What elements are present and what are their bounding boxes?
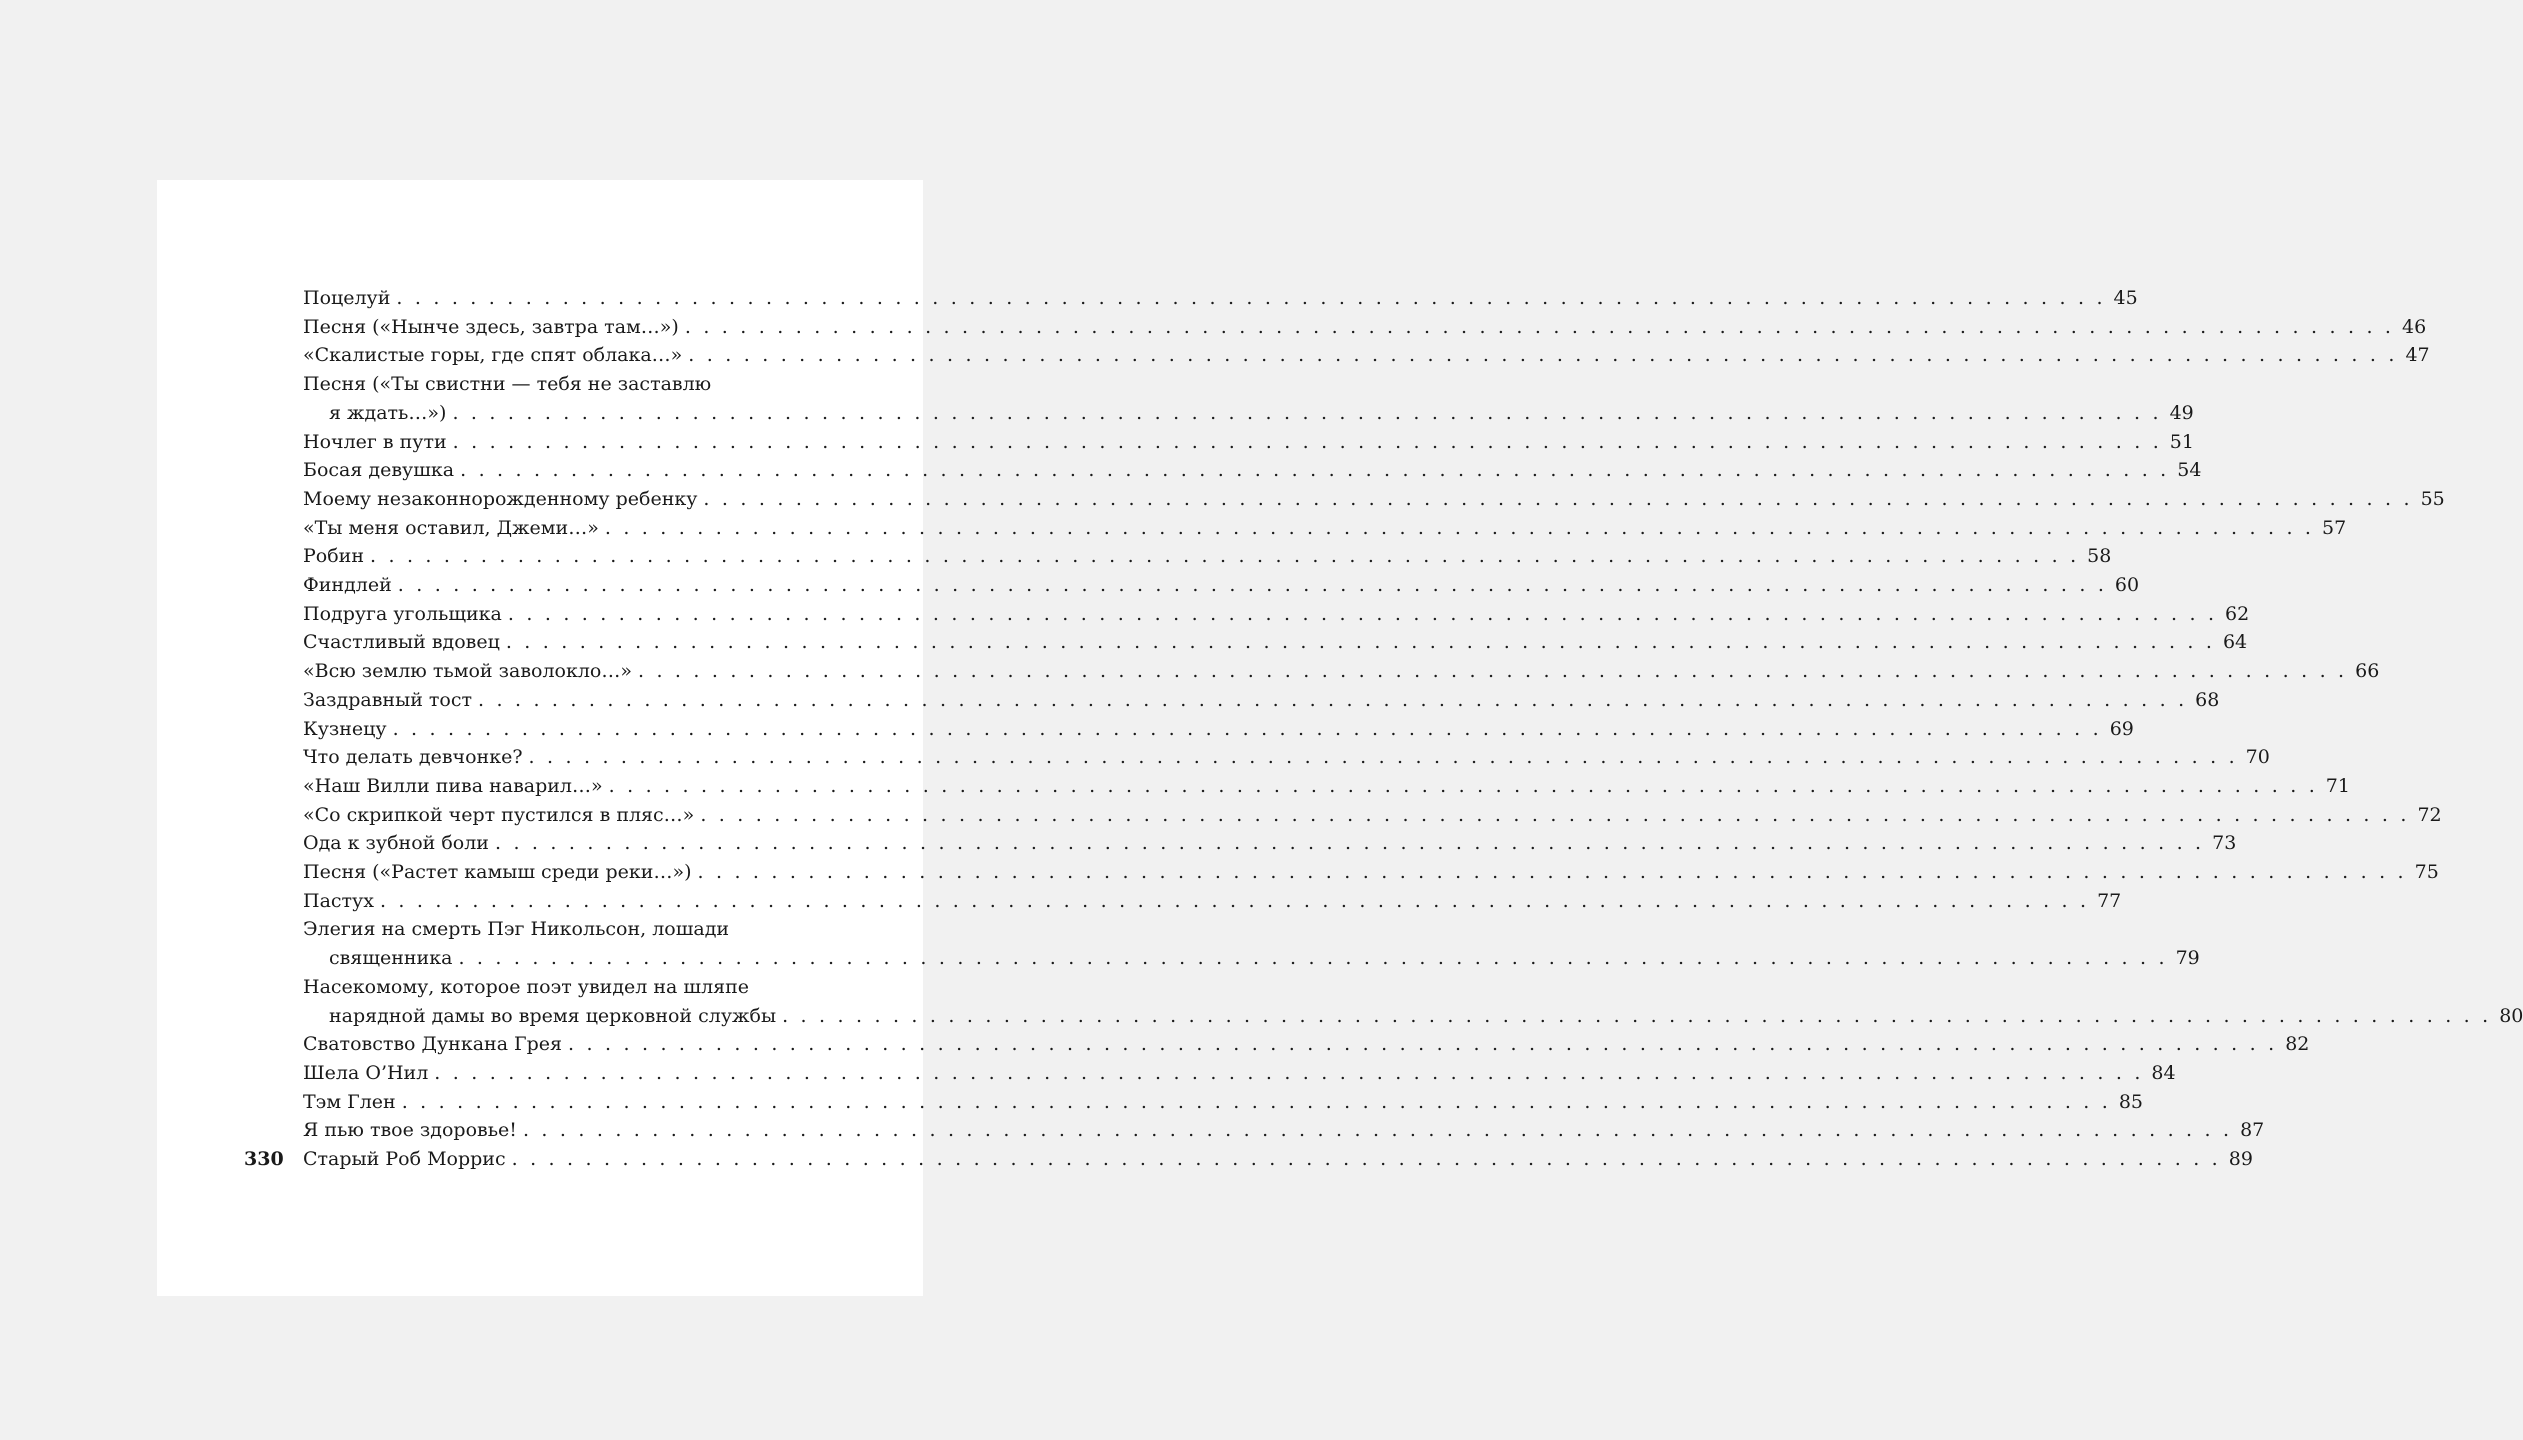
toc-entry-page: 84 (2151, 1061, 2176, 1084)
toc-entry-title-line: Насекомому, которое поэт увидел на шляпе (303, 975, 750, 998)
toc-entry-title: Робин (303, 545, 364, 568)
toc-entry-page: 82 (2285, 1033, 2310, 1056)
toc-entry-page: 73 (2212, 832, 2237, 855)
toc-entry-row (303, 341, 2430, 370)
dot-leader: . . . . . . . . . . . . . . . . . . . . . . . . . . . . . . . . . . . . . . . . . . . . . . . . . . . . . . . . . . . . . . . . . . . . . . . . . . . . . . . . . . . . . . . . . . . . . (370, 545, 2080, 568)
toc-entry-page: 66 (2355, 660, 2380, 683)
toc-entry-page: 51 (2169, 430, 2194, 453)
toc-entry (303, 485, 2445, 514)
table-of-contents (303, 284, 2523, 1174)
toc-entry-title: «Ты меня оставил, Джеми…» (303, 516, 599, 539)
toc-entry-page: 47 (2405, 344, 2430, 367)
dot-leader: . . . . . . . . . . . . . . . . . . . . . . . . . . . . . . . . . . . . . . . . . . . . . . . . . . . . . . . . . . . . . . . . . . . . . . . . . . . . . . . . . . . . . . . . . . . . . (608, 774, 2318, 797)
toc-entry-page: 70 (2245, 746, 2270, 769)
toc-entry (303, 858, 2439, 887)
toc-entry-title: Я пью твое здоровье! (303, 1119, 517, 1142)
dot-leader: . . . . . . . . . . . . . . . . . . . . . . . . . . . . . . . . . . . . . . . . . . . . . . . . . . . . . . . . . . . . . . . . . . . . . . . . . . . . . . . . . . . . . . . . . . . . . (604, 516, 2315, 539)
toc-entry-row (303, 600, 2250, 629)
toc-entry-row (303, 801, 2442, 830)
toc-entry (303, 915, 2200, 972)
toc-entry-page: 45 (2113, 287, 2138, 309)
dot-leader: . . . . . . . . . . . . . . . . . . . . . . . . . . . . . . . . . . . . . . . . . . . . . . . . . . . . . . . . . . . . . . . . . . . . . . . . . . . . . . . . . . . . . . . . . . . . . (452, 401, 2162, 424)
toc-entry-title: Тэм Глен (303, 1090, 396, 1113)
toc-entry-title: Сватовство Дункана Грея (303, 1033, 563, 1056)
toc-entry (303, 686, 2220, 715)
toc-entry-page: 58 (2087, 545, 2112, 568)
toc-entry-title: Моему незаконнорожденному ребенку (303, 487, 698, 510)
toc-entry-title: Песня («Нынче здесь, завтра там…») (303, 315, 679, 338)
toc-entry-row (303, 1059, 2176, 1088)
toc-entry-title: Босая девушка (303, 459, 455, 482)
dot-leader: . . . . . . . . . . . . . . . . . . . . . . . . . . . . . . . . . . . . . . . . . . . . . . . . . . . . . . . . . . . . . . . . . . . . . . . . . . . . . . . . . . . . . . . . . . . . . (460, 459, 2170, 482)
toc-entry-page: 71 (2325, 774, 2350, 797)
toc-entry-row (303, 399, 2194, 428)
dot-leader: . . . . . . . . . . . . . . . . . . . . . . . . . . . . . . . . . . . . . . . . . . . . . . . . . . . . . . . . . . . . . . . . . . . . . . . . . . . . . . . . . . . . . . . . . . . . . (528, 746, 2238, 769)
toc-entry (303, 1059, 2176, 1088)
toc-entry (303, 801, 2442, 830)
toc-entry-title: «Со скрипкой черт пустился в пляс…» (303, 803, 695, 826)
toc-entry-row (303, 887, 2122, 916)
toc-entry-page: 79 (2175, 947, 2200, 970)
dot-leader: . . . . . . . . . . . . . . . . . . . . . . . . . . . . . . . . . . . . . . . . . . . . . . . . . . . . . . . . . . . . . . . . . . . . . . . . . . . . . . . . . . . . . . . . . . . . . (478, 688, 2188, 711)
dot-leader: . . . . . . . . . . . . . . . . . . . . . . . . . . . . . . . . . . . . . . . . . . . . . . . . . . . . . . . . . . . . . . . . . . . . . . . . . . . . . . . . . . . . . . . . . . . . . (684, 315, 2395, 338)
toc-entry-row (303, 628, 2248, 657)
toc-entry-title: Шела О’Нил (303, 1061, 429, 1084)
toc-entry-page: 62 (2225, 602, 2250, 625)
toc-entry-row (303, 542, 2112, 571)
toc-entry-title: Финдлей (303, 574, 392, 597)
toc-entry (303, 715, 2134, 744)
toc-entry-row (303, 829, 2237, 858)
toc-entry-page: 60 (2114, 574, 2140, 597)
toc-entry (303, 657, 2380, 686)
toc-entry-page: 77 (2097, 889, 2122, 912)
toc-entry-row (303, 944, 2200, 973)
toc-entry (303, 1030, 2310, 1059)
toc-entry-row (303, 1088, 2144, 1117)
toc-entry-row (303, 284, 2138, 313)
toc-entry (303, 743, 2270, 772)
dot-leader: . . . . . . . . . . . . . . . . . . . . . . . . . . . . . . . . . . . . . . . . . . . . . . . . . . . . . . . . . . . . . . . . . . . . . . . . . . . . . . . . . . . . . . . . . . . . . (505, 631, 2216, 654)
toc-entry-page: 54 (2177, 459, 2202, 482)
toc-entry-page: 80 (2499, 1004, 2523, 1027)
toc-entry-title: Кузнецу (303, 717, 387, 740)
toc-entry-page: 89 (2228, 1148, 2253, 1171)
dot-leader: . . . . . . . . . . . . . . . . . . . . . . . . . . . . . . . . . . . . . . . . . . . . . . . . . . . . . . . . . . . . . . . . . . . . . . . . . . . . . . . . . . . . . . . . . . . . . (637, 660, 2348, 683)
dot-leader: . . . . . . . . . . . . . . . . . . . . . . . . . . . . . . . . . . . . . . . . . . . . . . . . . . . . . . . . . . . . . . . . . . . . . . . . . . . . . . . . . . . . . . . . . . . . . (511, 1148, 2221, 1171)
dot-leader: . . . . . . . . . . . . . . . . . . . . . . . . . . . . . . . . . . . . . . . . . . . . . . . . . . . . . . . . . . . . . . . . . . . . . . . . . . . . . . . . . . . . . . . . . . . . . (397, 574, 2108, 597)
toc-entry-row (303, 743, 2270, 772)
toc-entry (303, 1145, 2253, 1174)
toc-entry-row (303, 485, 2445, 514)
dot-leader: . . . . . . . . . . . . . . . . . . . . . . . . . . . . . . . . . . . . . . . . . . . . . . . . . . . . . . . . . . . . . . . . . . . . . . . . . . . . . . . . . . . . . . . . . . . . . (494, 832, 2205, 855)
toc-entry (303, 341, 2430, 370)
toc-entry-title: Старый Роб Моррис (303, 1148, 506, 1171)
toc-entry-title: Счастливый вдовец (303, 631, 500, 654)
toc-entry (303, 1088, 2144, 1117)
toc-entry-page: 64 (2222, 631, 2248, 654)
toc-entry-row (303, 686, 2220, 715)
dot-leader: . . . . . . . . . . . . . . . . . . . . . . . . . . . . . . . . . . . . . . . . . . . . . . . . . . . . . . . . . . . . . . . . . . . . . . . . . . . . . . . . . . . . . . . . . . . . . (434, 1061, 2144, 1084)
toc-entry-row (303, 1145, 2253, 1174)
toc-entry (303, 973, 2523, 1030)
toc-entry-title: Пастух (303, 889, 374, 912)
toc-entry-page: 49 (2169, 401, 2194, 424)
toc-entry (303, 571, 2140, 600)
dot-leader: . . . . . . . . . . . . . . . . . . . . . . . . . . . . . . . . . . . . . . . . . . . . . . . . . . . . . . . . . . . . . . . . . . . . . . . . . . . . . . . . . . . . . . . . . . . . . (458, 947, 2168, 970)
toc-entry-page: 68 (2195, 688, 2220, 711)
toc-entry-row (303, 1030, 2310, 1059)
toc-entry-page: 57 (2321, 516, 2347, 539)
toc-entry-title: Подруга угольщика (303, 602, 502, 625)
toc-entry-title: Ода к зубной боли (303, 832, 489, 855)
toc-entry-page: 69 (2109, 717, 2134, 740)
toc-entry-page: 55 (2420, 487, 2445, 510)
toc-entry (303, 1116, 2265, 1145)
toc-entry-row (303, 456, 2202, 485)
toc-entry-title-line: Песня («Ты свистни — тебя не заставлю (303, 373, 712, 396)
dot-leader: . . . . . . . . . . . . . . . . . . . . . . . . . . . . . . . . . . . . . . . . . . . . . . . . . . . . . . . . . . . . . . . . . . . . . . . . . . . . . . . . . . . . . . . . . . . . . (507, 602, 2218, 625)
page-number: 330 (244, 1148, 284, 1170)
dot-leader: . . . . . . . . . . . . . . . . . . . . . . . . . . . . . . . . . . . . . . . . . . . . . . . . . . . . . . . . . . . . . . . . . . . . . . . . . . . . . . . . . . . . . . . . . . . . . (522, 1119, 2233, 1142)
toc-entry (303, 829, 2237, 858)
toc-entry-title: Поцелуй (303, 287, 391, 309)
toc-entry-title: «Всю землю тьмой заволокло…» (303, 660, 632, 683)
toc-entry-page: 87 (2240, 1119, 2265, 1142)
toc-entry-row (303, 715, 2134, 744)
dot-leader: . . . . . . . . . . . . . . . . . . . . . . . . . . . . . . . . . . . . . . . . . . . . . . . . . . . . . . . . . . . . . . . . . . . . . . . . . . . . . . . . . . . . . . . . . . . . . (452, 430, 2162, 453)
toc-entry (303, 600, 2250, 629)
toc-entry (303, 313, 2427, 342)
toc-entry-row (303, 571, 2140, 600)
toc-entry-title: я ждать…») (329, 401, 447, 424)
toc-entry-title: священника (329, 947, 453, 970)
toc-entry-title: «Скалистые горы, где спят облака…» (303, 344, 683, 367)
toc-entry-title: Заздравный тост (303, 688, 473, 711)
toc-entry-page: 46 (2401, 315, 2427, 338)
toc-entry (303, 456, 2202, 485)
toc-entry-page: 75 (2414, 861, 2439, 884)
toc-entry (303, 428, 2194, 457)
dot-leader: . . . . . . . . . . . . . . . . . . . . . . . . . . . . . . . . . . . . . . . . . . . . . . . . . . . . . . . . . . . . . . . . . . . . . . . . . . . . . . . . . . . . . . . . . . . . . (697, 861, 2407, 884)
toc-entry (303, 370, 2194, 427)
toc-entry-page: 85 (2118, 1090, 2144, 1113)
toc-entry-row (303, 1116, 2265, 1145)
toc-entry (303, 514, 2347, 543)
dot-leader: . . . . . . . . . . . . . . . . . . . . . . . . . . . . . . . . . . . . . . . . . . . . . . . . . . . . . . . . . . . . . . . . . . . . . . . . . . . . . . . . . . . . . . . . . . . . . (396, 287, 2106, 309)
toc-entry-title: Что делать девчонке? (303, 746, 523, 769)
toc-entry-row (303, 313, 2427, 342)
toc-entry-row (303, 1002, 2523, 1031)
dot-leader: . . . . . . . . . . . . . . . . . . . . . . . . . . . . . . . . . . . . . . . . . . . . . . . . . . . . . . . . . . . . . . . . . . . . . . . . . . . . . . . . . . . . . . . . . . . . . (703, 487, 2413, 510)
toc-entry-row (303, 428, 2194, 457)
toc-entry-title: нарядной дамы во время церковной службы (329, 1004, 777, 1027)
toc-entry (303, 887, 2122, 916)
toc-entry-title-line: Элегия на смерть Пэг Никольсон, лошади (303, 918, 730, 941)
toc-entry (303, 284, 2138, 313)
dot-leader: . . . . . . . . . . . . . . . . . . . . . . . . . . . . . . . . . . . . . . . . . . . . . . . . . . . . . . . . . . . . . . . . . . . . . . . . . . . . . . . . . . . . . . . . . . . . . (688, 344, 2398, 367)
dot-leader: . . . . . . . . . . . . . . . . . . . . . . . . . . . . . . . . . . . . . . . . . . . . . . . . . . . . . . . . . . . . . . . . . . . . . . . . . . . . . . . . . . . . . . . . . . . . . (401, 1090, 2112, 1113)
toc-entry-row (303, 858, 2439, 887)
toc-entry-title: Песня («Растет камыш среди реки…») (303, 861, 692, 884)
dot-leader: . . . . . . . . . . . . . . . . . . . . . . . . . . . . . . . . . . . . . . . . . . . . . . . . . . . . . . . . . . . . . . . . . . . . . . . . . . . . . . . . . . . . . . . . . . . . . (782, 1004, 2492, 1027)
dot-leader: . . . . . . . . . . . . . . . . . . . . . . . . . . . . . . . . . . . . . . . . . . . . . . . . . . . . . . . . . . . . . . . . . . . . . . . . . . . . . . . . . . . . . . . . . . . . . (700, 803, 2410, 826)
toc-entry (303, 772, 2350, 801)
toc-entry (303, 628, 2248, 657)
dot-leader: . . . . . . . . . . . . . . . . . . . . . . . . . . . . . . . . . . . . . . . . . . . . . . . . . . . . . . . . . . . . . . . . . . . . . . . . . . . . . . . . . . . . . . . . . . . . . (379, 889, 2090, 912)
toc-entry-title: Ночлег в пути (303, 430, 447, 453)
toc-entry (303, 542, 2112, 571)
dot-leader: . . . . . . . . . . . . . . . . . . . . . . . . . . . . . . . . . . . . . . . . . . . . . . . . . . . . . . . . . . . . . . . . . . . . . . . . . . . . . . . . . . . . . . . . . . . . . (568, 1033, 2278, 1056)
toc-entry-row (303, 772, 2350, 801)
toc-entry-page: 72 (2417, 803, 2442, 826)
toc-entry-row (303, 514, 2347, 543)
dot-leader: . . . . . . . . . . . . . . . . . . . . . . . . . . . . . . . . . . . . . . . . . . . . . . . . . . . . . . . . . . . . . . . . . . . . . . . . . . . . . . . . . . . . . . . . . . . . . (392, 717, 2102, 740)
book-page (157, 180, 2523, 1296)
toc-entry-row (303, 657, 2380, 686)
toc-entry-title: «Наш Вилли пива наварил…» (303, 774, 603, 797)
